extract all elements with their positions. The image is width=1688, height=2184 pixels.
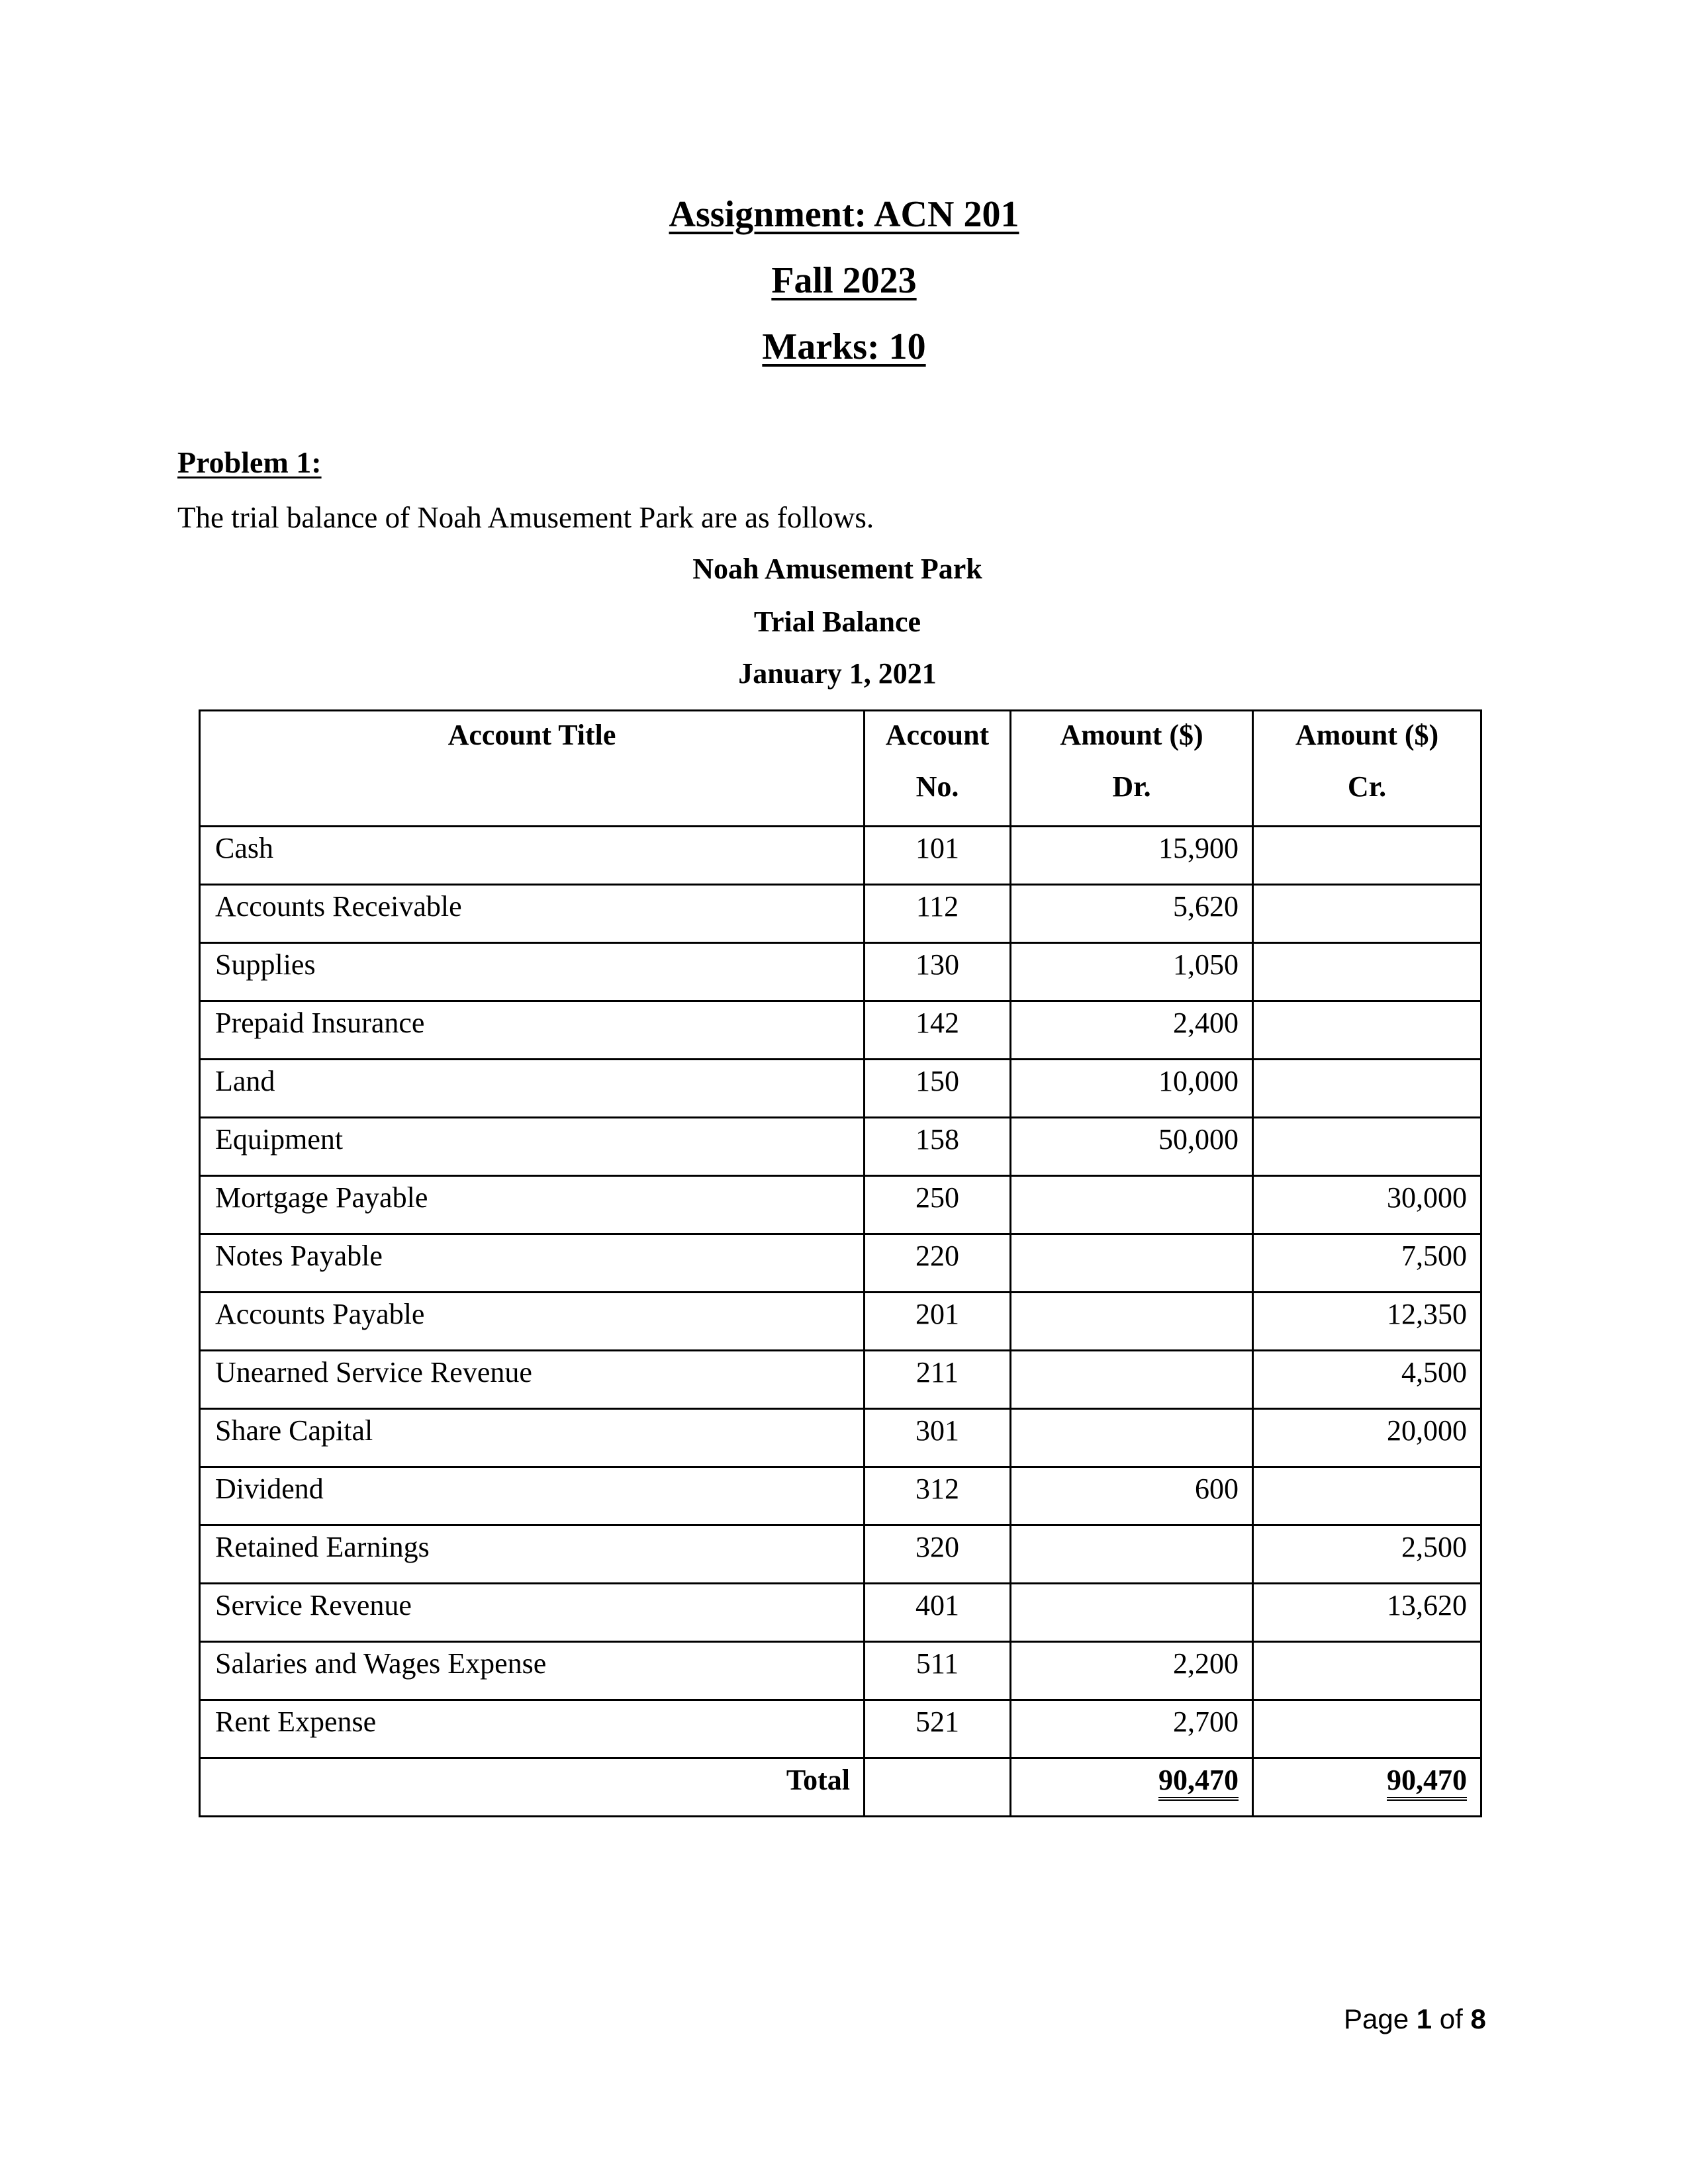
total-label: Total: [786, 1764, 850, 1796]
header-amount-cr: Amount ($) Cr.: [1253, 711, 1481, 827]
table-row: [200, 1409, 1481, 1467]
table-row: [200, 943, 1481, 1001]
account-title: Notes Payable: [215, 1240, 383, 1272]
table-row: [200, 1642, 1481, 1700]
total-debit: 90,470: [1158, 1764, 1239, 1801]
account-title: Land: [215, 1065, 275, 1097]
trial-balance-table: [199, 709, 1482, 1817]
account-no: 142: [915, 1007, 959, 1039]
account-no: 220: [915, 1240, 959, 1272]
account-no: 211: [915, 1356, 959, 1388]
debit-amount: 10,000: [1158, 1065, 1239, 1097]
debit-amount: 2,400: [1173, 1007, 1239, 1039]
account-no: 130: [915, 948, 959, 981]
debit-amount: 15,900: [1158, 832, 1239, 864]
account-title: Cash: [215, 832, 273, 864]
table-row: [200, 1001, 1481, 1060]
account-title: Share Capital: [215, 1414, 373, 1447]
table-row: [200, 1060, 1481, 1118]
debit-amount: 2,700: [1173, 1706, 1239, 1738]
account-title: Equipment: [215, 1123, 344, 1156]
credit-amount: 13,620: [1387, 1589, 1467, 1621]
account-no: 112: [915, 890, 959, 923]
term-heading: Fall 2023: [771, 260, 917, 301]
total-credit: 90,470: [1387, 1764, 1467, 1801]
debit-amount: 600: [1195, 1473, 1239, 1505]
debit-amount: 5,620: [1173, 890, 1239, 923]
account-title: Accounts Receivable: [215, 890, 462, 923]
credit-amount: 30,000: [1387, 1181, 1467, 1214]
account-no: 401: [915, 1589, 959, 1621]
company-name: Noah Amusement Park: [692, 553, 982, 585]
account-no: 150: [915, 1065, 959, 1097]
account-no: 312: [915, 1473, 959, 1505]
table-row: [200, 1176, 1481, 1234]
table-header-row: [200, 711, 1481, 827]
account-no: 158: [915, 1123, 959, 1156]
marks-heading: Marks: 10: [762, 326, 926, 367]
total-row: [200, 1758, 1481, 1817]
table-row: [200, 1467, 1481, 1525]
table-row: [200, 1293, 1481, 1351]
account-title: Retained Earnings: [215, 1531, 430, 1563]
account-title: Prepaid Insurance: [215, 1007, 425, 1039]
credit-amount: 4,500: [1401, 1356, 1467, 1388]
account-title: Supplies: [215, 948, 316, 981]
account-no: 301: [915, 1414, 959, 1447]
credit-amount: 20,000: [1387, 1414, 1467, 1447]
account-title: Mortgage Payable: [215, 1181, 428, 1214]
account-title: Dividend: [215, 1473, 324, 1505]
table-row: [200, 1351, 1481, 1409]
account-no: 250: [915, 1181, 959, 1214]
statement-date: January 1, 2021: [738, 657, 937, 690]
account-title: Rent Expense: [215, 1706, 377, 1738]
account-no: 201: [915, 1298, 959, 1330]
account-title: Accounts Payable: [215, 1298, 425, 1330]
header-account-no: Account No.: [865, 711, 1011, 827]
problem-label: Problem 1:: [177, 445, 322, 479]
table-row: [200, 1525, 1481, 1584]
table-row: [200, 1118, 1481, 1176]
account-title: Salaries and Wages Expense: [215, 1647, 547, 1680]
account-title: Unearned Service Revenue: [215, 1356, 532, 1388]
account-no: 101: [915, 832, 959, 864]
table-row: [200, 827, 1481, 885]
header-account-title: Account Title: [200, 711, 865, 827]
credit-amount: 12,350: [1387, 1298, 1467, 1330]
problem-intro: The trial balance of Noah Amusement Park are as follows.: [177, 501, 874, 534]
assignment-title: Assignment: ACN 201: [669, 194, 1019, 235]
credit-amount: 7,500: [1401, 1240, 1467, 1272]
account-no: 511: [915, 1647, 959, 1680]
account-no: 521: [915, 1706, 959, 1738]
page-number: Page 1 of 8: [1344, 2003, 1486, 2034]
table-row: [200, 885, 1481, 943]
credit-amount: 2,500: [1401, 1531, 1467, 1563]
account-title: Service Revenue: [215, 1589, 412, 1621]
debit-amount: 2,200: [1173, 1647, 1239, 1680]
debit-amount: 50,000: [1158, 1123, 1239, 1156]
table-row: [200, 1234, 1481, 1293]
header-amount-dr: Amount ($) Dr.: [1011, 711, 1253, 827]
table-row: [200, 1700, 1481, 1758]
account-no: 320: [915, 1531, 959, 1563]
table-row: [200, 1584, 1481, 1642]
statement-name: Trial Balance: [753, 606, 921, 638]
debit-amount: 1,050: [1173, 948, 1239, 981]
